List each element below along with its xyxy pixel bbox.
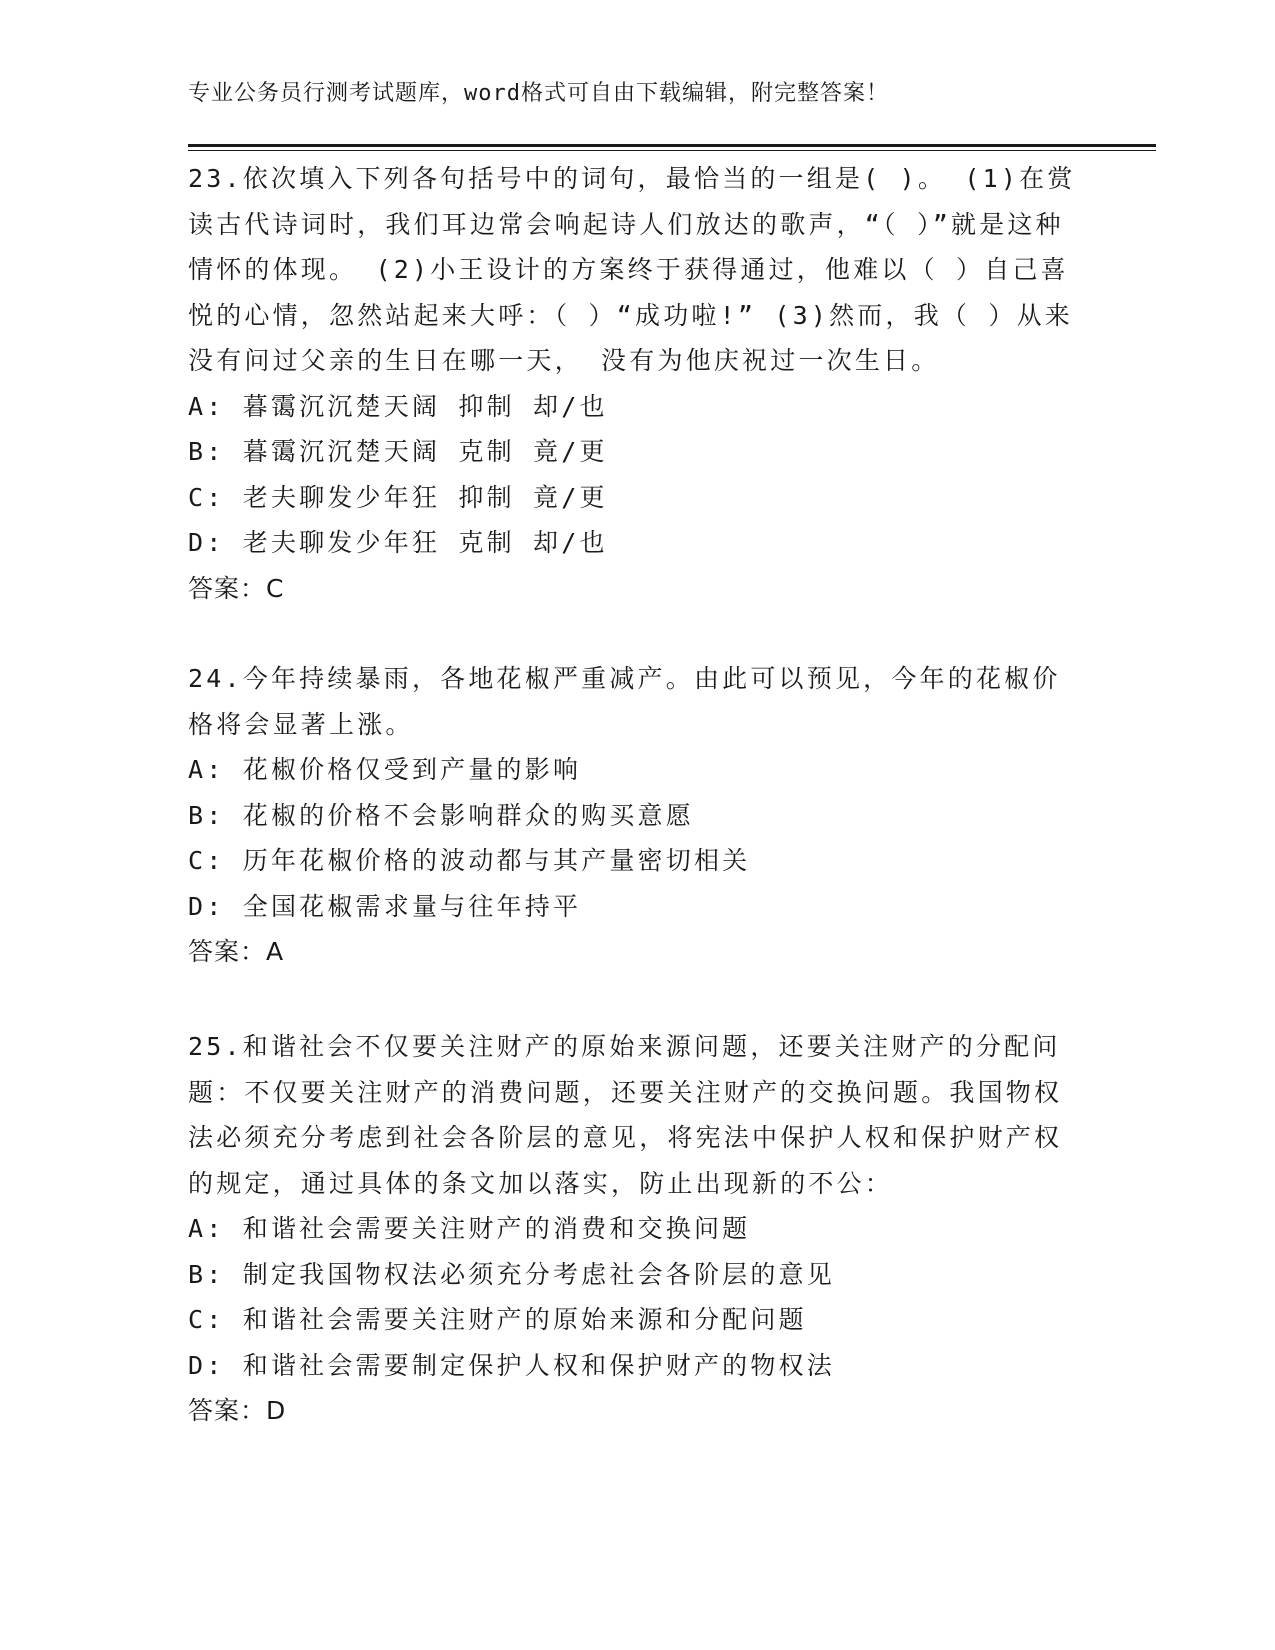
answer: 答案：C	[188, 573, 285, 603]
page-header: 专业公务员行测考试题库，word格式可自由下载编辑，附完整答案！	[188, 81, 889, 106]
question-text: 24.今年持续暴雨，各地花椒严重减产。由此可以预见，今年的花椒价格将会显著上涨。	[188, 664, 1061, 739]
option-b: B: 制定我国物权法必须充分考虑社会各阶层的意见	[188, 1259, 835, 1289]
answer: 答案：D	[188, 1396, 287, 1425]
option-a: A: 暮霭沉沉楚天阔 抑制 却/也	[188, 391, 608, 421]
option-b: B: 暮霭沉沉楚天阔 克制 竟/更	[188, 437, 608, 466]
question-25	[188, 1024, 1088, 1434]
question-24	[188, 656, 1088, 975]
option-c: C: 老夫聊发少年狂 抑制 竟/更	[188, 482, 608, 512]
question-text: 25.和谐社会不仅要关注财产的原始来源问题，还要关注财产的分配问题：不仅要关注财产的消费问题，还要关注财产的交换问题。我国物权法必须充分考虑到社会各阶层的意见，将宪法中保护人权和保护财产权的规定，通过具体的条文加以落实，防止出现新的不公：	[188, 1032, 1063, 1198]
header-divider-thin	[188, 150, 1156, 151]
option-a: A: 和谐社会需要关注财产的消费和交换问题	[188, 1214, 751, 1243]
option-c: C: 历年花椒价格的波动都与其产量密切相关	[188, 846, 751, 875]
option-d: D: 全国花椒需求量与往年持平	[188, 891, 582, 921]
option-d: D: 和谐社会需要制定保护人权和保护财产的物权法	[188, 1350, 835, 1380]
answer: 答案：A	[188, 937, 285, 966]
question-text: 23.依次填入下列各句括号中的词句，最恰当的一组是( )。 (1)在赏读古代诗词时，我们耳边常会响起诗人们放达的歌声，“（ ）”就是这种情怀的体现。 (2)小王设计的方案终于获得通过，他难以（ ）自己喜悦的心情，忽然站起来大呼：（ ）“成功啦!” (3)然而，我（ ）从来没有问过父亲的生日在哪一天， 没有为他庆祝过一次生日。	[188, 164, 1076, 375]
option-a: A: 花椒价格仅受到产量的影响	[188, 755, 582, 784]
header-divider-thick	[188, 144, 1156, 147]
option-c: C: 和谐社会需要关注财产的原始来源和分配问题	[188, 1305, 807, 1334]
option-b: B: 花椒的价格不会影响群众的购买意愿	[188, 800, 694, 830]
option-d: D: 老夫聊发少年狂 克制 却/也	[188, 528, 608, 557]
question-23	[188, 156, 1088, 611]
